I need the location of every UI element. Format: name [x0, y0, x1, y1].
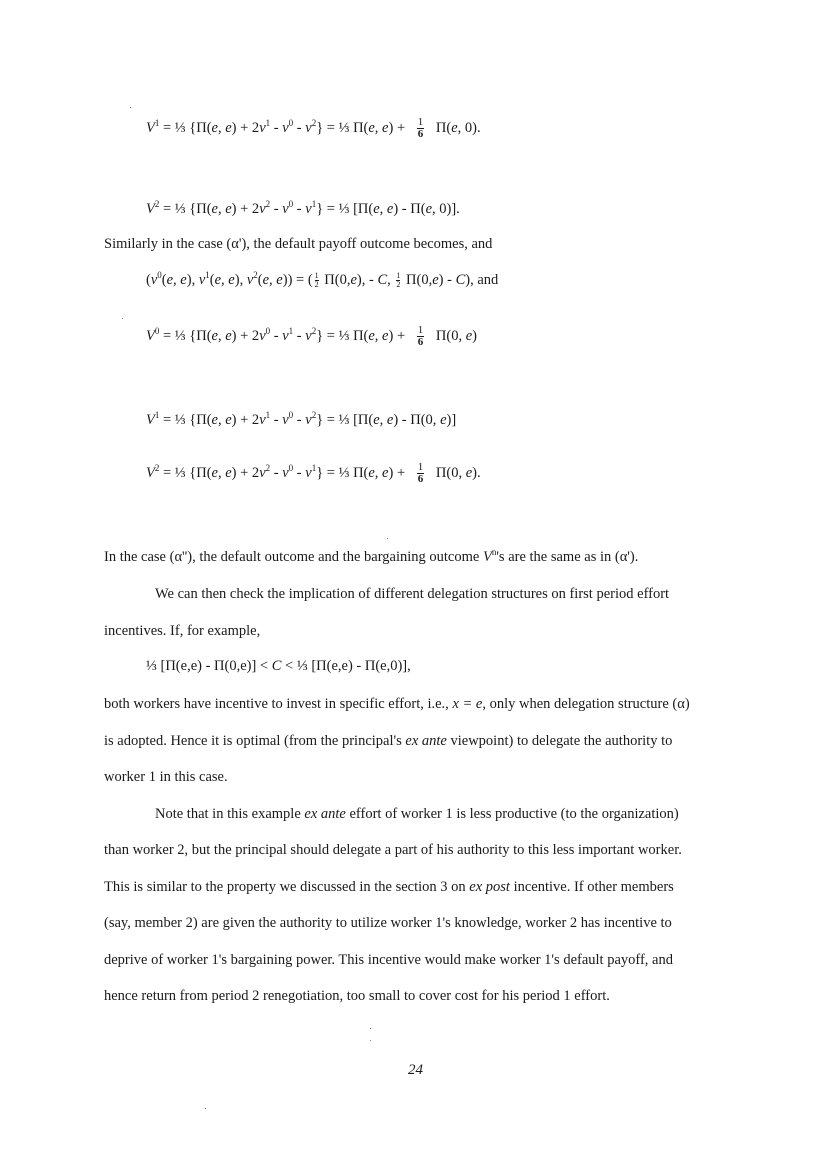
fraction-one-half: $\frac{1}{2}$ — [396, 271, 401, 290]
paragraph-2-line-2: is adopted. Hence it is optimal (from the principal's ex ante viewpoint) to delegate the authority to — [104, 733, 673, 749]
equation-v1-case-a-prime: $V^1$ = ⅓ {Π(e, $e) + 2v^1 - v^0 - v^2$} = ⅓ [Π(e, e) - Π(0, e)] — [146, 410, 457, 428]
equation-v1-case-a: $V^1$ = ⅓ {Π(e, $e) + 2v^1 - v^0 - v^2$} = ⅓ Π(e, e) + $\frac{1}{6}$ Π(e, 0). — [146, 116, 481, 140]
equation-v0-case-a-prime: $V^0$ = ⅓ {Π(e, $e) + 2v^0 - v^1 - v^2$} = ⅓ Π(e, e) + $\frac{1}{6}$ Π(0, e) — [146, 324, 477, 348]
paragraph-3-line-3: This is similar to the property we discussed in the section 3 on ex post incentive. If other members — [104, 879, 674, 895]
fraction-one-sixth: $\frac{1}{6}$ — [417, 461, 424, 485]
paragraph-1-line-2: incentives. If, for example, — [104, 623, 261, 639]
scan-speck — [122, 318, 123, 319]
scan-speck — [205, 1108, 206, 1109]
paragraph-2-line-1: both workers have incentive to invest in specific effort, i.e., x = e, only when delegation structure (α) — [104, 696, 690, 712]
scan-speck — [370, 1028, 371, 1029]
paragraph-3-line-5: deprive of worker 1's bargaining power. This incentive would make worker 1's default payoff, and — [104, 952, 673, 968]
scan-speck — [387, 538, 388, 539]
paragraph-3-line-6: hence return from period 2 renegotiation, too small to cover cost for his period 1 effort. — [104, 988, 610, 1004]
fraction-one-sixth: $\frac{1}{6}$ — [417, 324, 424, 348]
scan-speck — [370, 1040, 371, 1041]
scan-speck — [130, 107, 131, 108]
equation-default-payoff: ($v^0(e$, e), $v^1(e$, e), $v^2(e$, e)) = ( $\frac{1}{2}$ Π(0,e), - C, $\frac{1}{2}$ Π(0,e) - C), and — [146, 270, 499, 290]
text-case-alpha-double-prime: In the case (α''), the default outcome and the bargaining outcome $V^n's$ are the same as in (α'). — [104, 547, 639, 565]
fraction-one-sixth: $\frac{1}{6}$ — [417, 116, 424, 140]
paragraph-2-line-3: worker 1 in this case. — [104, 769, 228, 785]
fraction-one-half: $\frac{1}{2}$ — [314, 271, 319, 290]
equation-v2-case-a-prime: $V^2$ = ⅓ {Π(e, $e) + 2v^2 - v^0 - v^1$} = ⅓ Π(e, e) + $\frac{1}{6}$ Π(0, e). — [146, 461, 481, 485]
equation-v2-case-a: $V^2$ = ⅓ {Π(e, $e) + 2v^2 - v^0 - v^1$} = ⅓ [Π(e, e) - Π(e, 0)]. — [146, 199, 460, 217]
paragraph-3-line-2: than worker 2, but the principal should delegate a part of his authority to this less important worker. — [104, 842, 682, 858]
paragraph-1-line-1: We can then check the implication of different delegation structures on first period effort — [155, 586, 670, 602]
paragraph-3-line-4: (say, member 2) are given the authority to utilize worker 1's knowledge, worker 2 has incentive to — [104, 915, 672, 931]
page-number: 24 — [408, 1062, 423, 1078]
text-similarly: Similarly in the case (α'), the default payoff outcome becomes, and — [104, 236, 493, 252]
paragraph-3-line-1: Note that in this example ex ante effort of worker 1 is less productive (to the organization) — [155, 806, 679, 822]
equation-condition: ⅓ [Π(e,e) - Π(0,e)] < C < ⅓ [Π(e,e) - Π(e,0)], — [146, 658, 411, 674]
